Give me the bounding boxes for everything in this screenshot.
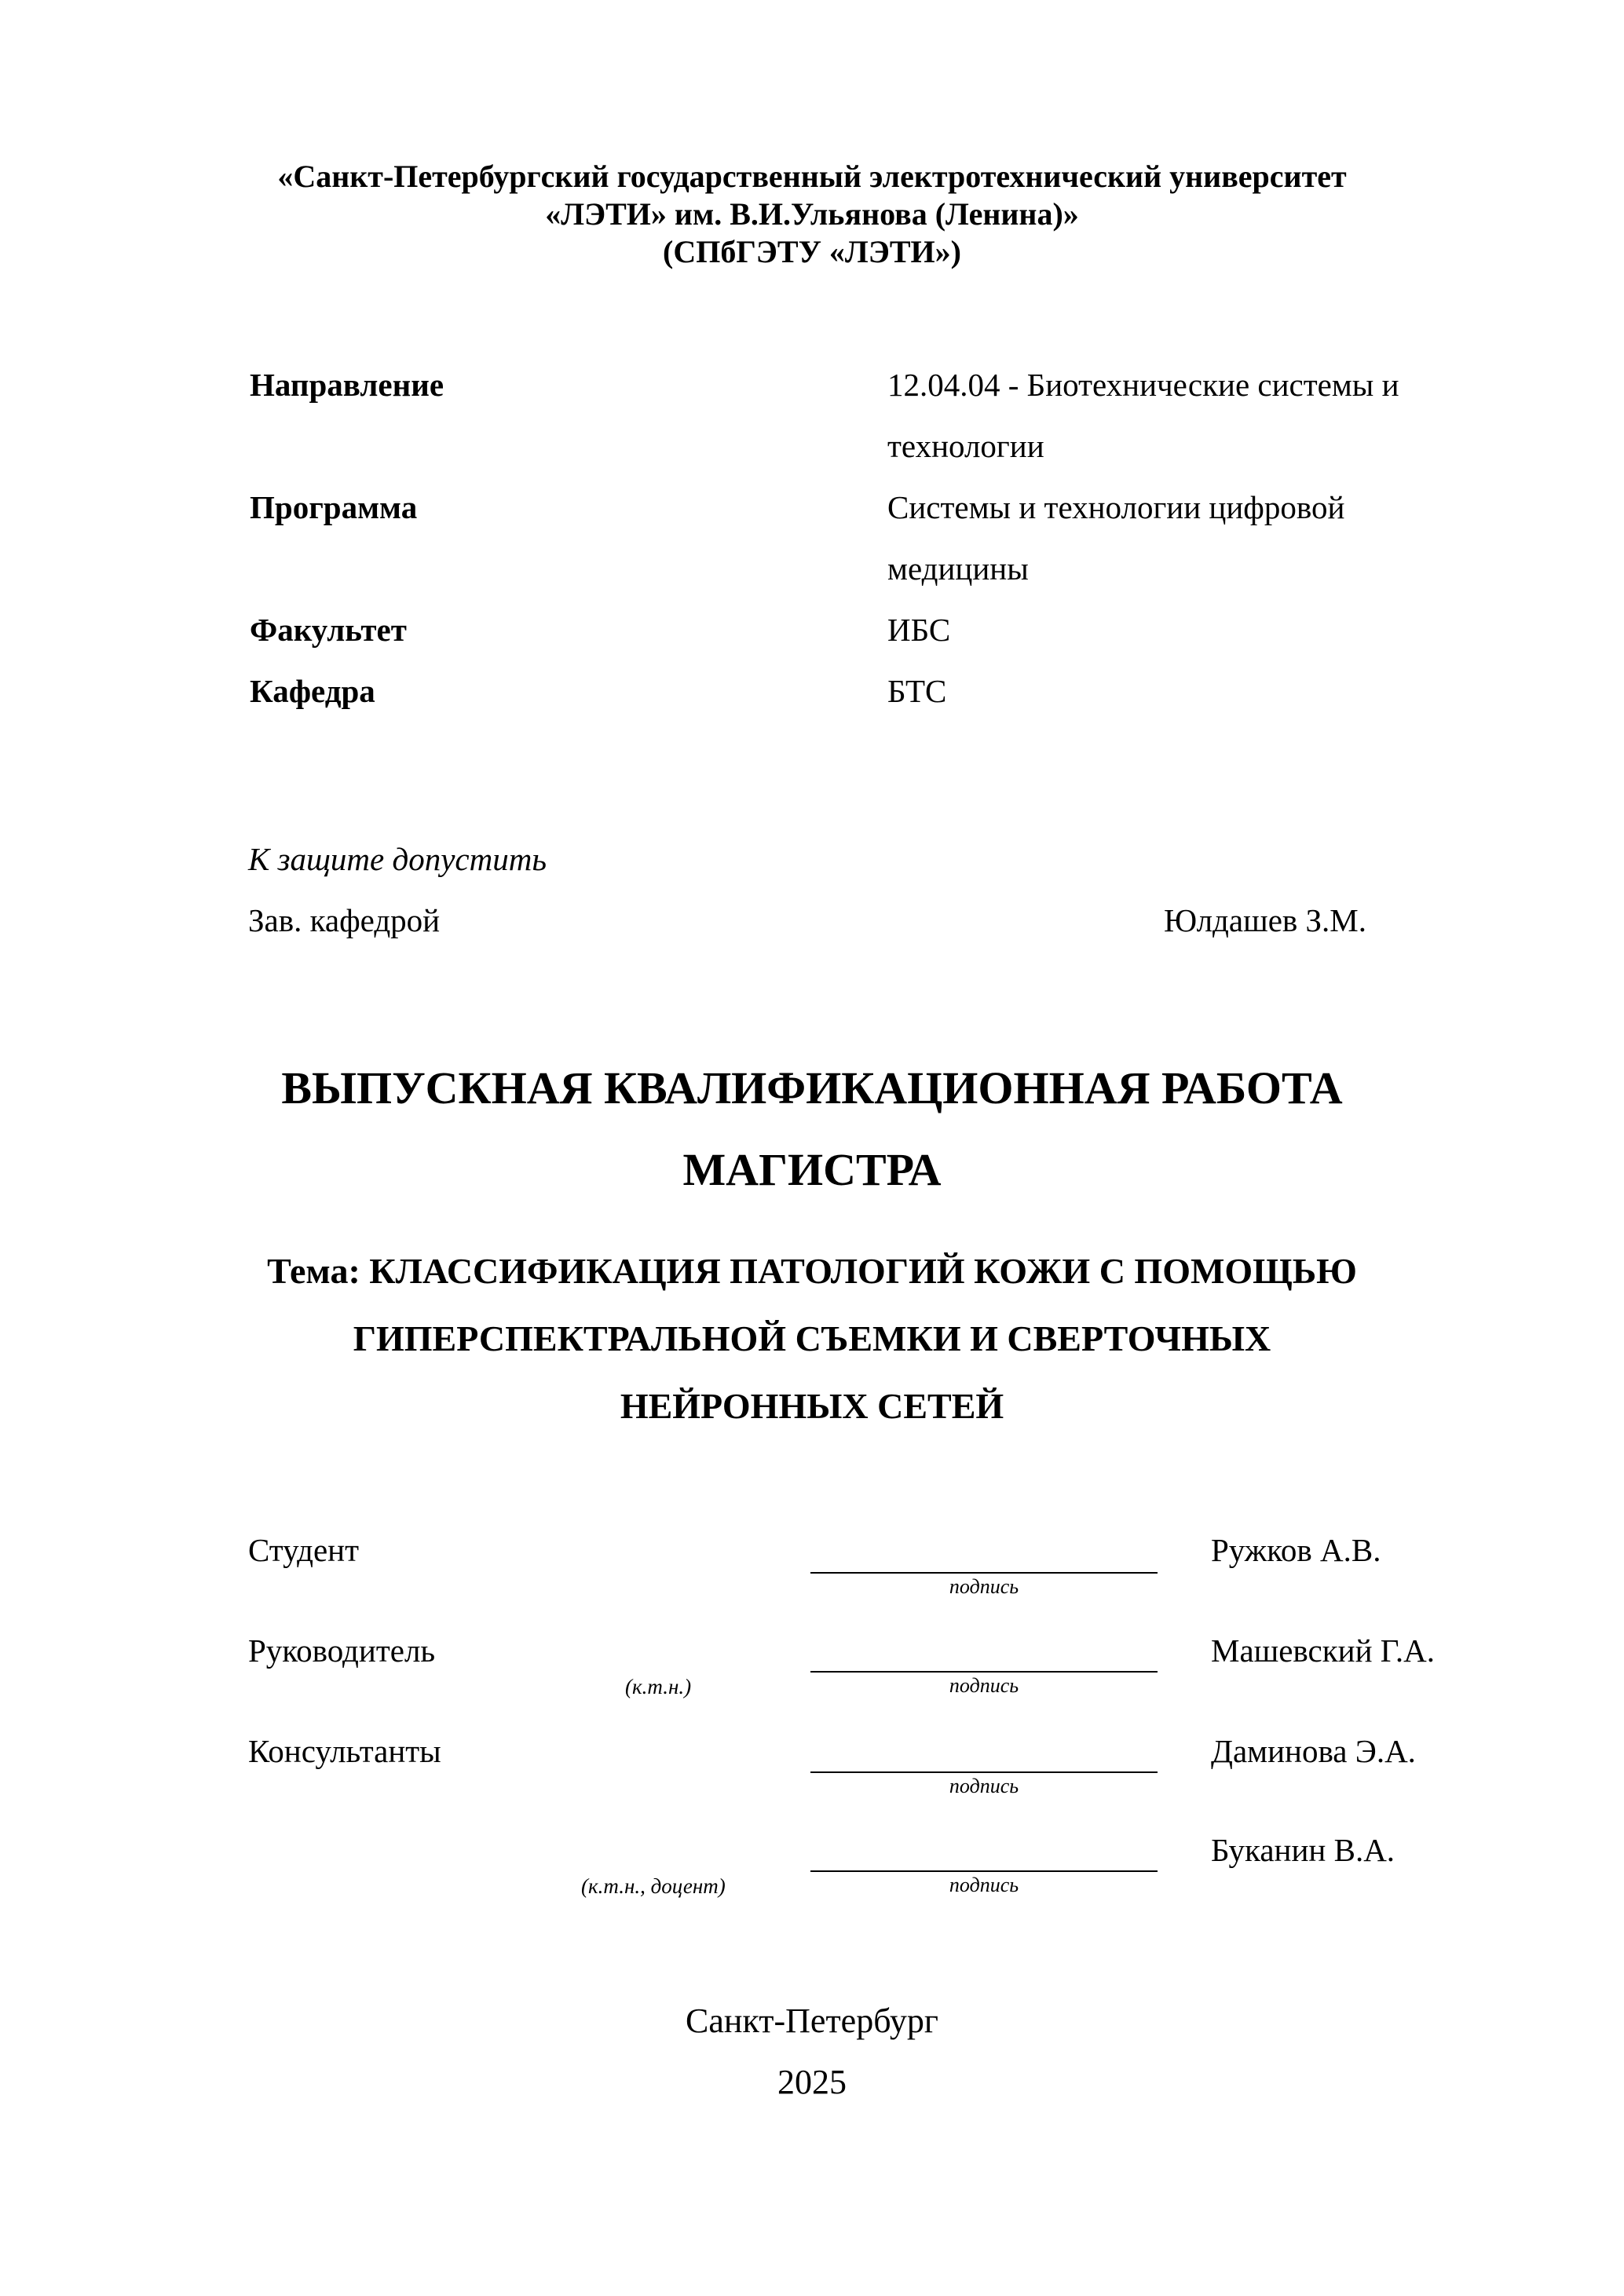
- head-of-department-name: Юлдашев З.М.: [1164, 902, 1366, 938]
- student-signature-caption: подпись: [949, 1575, 1019, 1598]
- consultant-2-name: Буканин В.А.: [1211, 1832, 1395, 1868]
- consultant-2-degree: (к.т.н., доцент): [581, 1874, 726, 1898]
- direction-value-line-1: 12.04.04 - Биотехнические системы и: [887, 367, 1399, 403]
- department-value: БТС: [887, 673, 947, 709]
- faculty-label: Факультет: [250, 612, 407, 648]
- consultant-2-signature-caption: подпись: [949, 1874, 1019, 1896]
- year: 2025: [777, 2063, 847, 2101]
- topic-line-1: Тема: КЛАССИФИКАЦИЯ ПАТОЛОГИЙ КОЖИ С ПОМОЩЬЮ: [267, 1251, 1357, 1291]
- supervisor-degree: (к.т.н.): [625, 1675, 692, 1698]
- consultant-1-signature-line: [810, 1771, 1158, 1773]
- supervisor-name: Машевский Г.А.: [1211, 1632, 1435, 1669]
- department-label: Кафедра: [250, 673, 375, 709]
- student-name: Ружков А.В.: [1211, 1532, 1381, 1568]
- consultants-role: Консультанты: [248, 1733, 441, 1769]
- student-role: Студент: [248, 1532, 360, 1568]
- consultant-1-name: Даминова Э.А.: [1211, 1733, 1416, 1769]
- supervisor-signature-caption: подпись: [949, 1674, 1019, 1697]
- supervisor-role: Руководитель: [248, 1632, 436, 1669]
- work-title-line-1: ВЫПУСКНАЯ КВАЛИФИКАЦИОННАЯ РАБОТА: [281, 1062, 1343, 1113]
- program-value-line-1: Системы и технологии цифровой: [887, 489, 1345, 525]
- city: Санкт-Петербург: [686, 2002, 938, 2040]
- faculty-value: ИБС: [887, 612, 951, 648]
- topic-line-3: НЕЙРОННЫХ СЕТЕЙ: [620, 1386, 1004, 1426]
- program-label: Программа: [250, 489, 418, 525]
- admit-to-defense: К защите допустить: [248, 841, 547, 877]
- consultant-2-signature-line: [810, 1870, 1158, 1872]
- head-of-department-title: Зав. кафедрой: [248, 902, 441, 938]
- direction-label: Направление: [250, 367, 444, 403]
- supervisor-signature-line: [810, 1671, 1158, 1673]
- direction-value-line-2: технологии: [887, 428, 1044, 464]
- consultant-1-signature-caption: подпись: [949, 1775, 1019, 1797]
- program-value-line-2: медицины: [887, 550, 1029, 587]
- university-abbreviation: (СПбГЭТУ «ЛЭТИ»): [663, 234, 961, 269]
- student-signature-line: [810, 1572, 1158, 1574]
- university-name-line-1: «Санкт-Петербургский государственный электротехнический университет: [277, 159, 1347, 194]
- work-title-line-2: МАГИСТРА: [682, 1144, 942, 1195]
- topic-line-2: ГИПЕРСПЕКТРАЛЬНОЙ СЪЕМКИ И СВЕРТОЧНЫХ: [353, 1318, 1271, 1358]
- university-name-line-2: «ЛЭТИ» им. В.И.Ульянова (Ленина)»: [545, 196, 1079, 232]
